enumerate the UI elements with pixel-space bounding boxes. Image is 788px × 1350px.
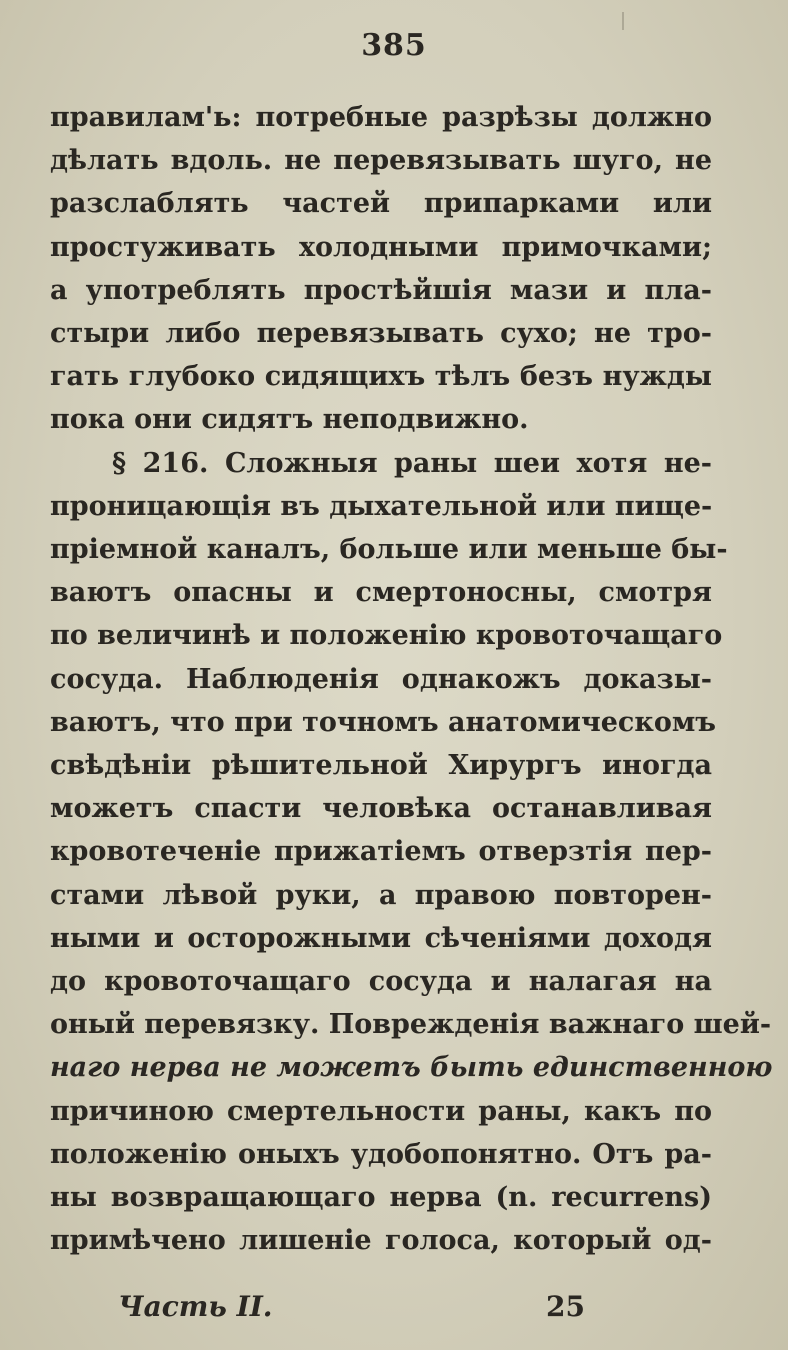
section-start-line: § 216. Сложныя раны шеи хотя не-: [112, 447, 712, 479]
text-line: разслаблять частей припарками или: [50, 188, 712, 220]
text-line: ны возвращающаго нерва (n. recurrens): [50, 1182, 712, 1213]
text-line: сосуда. Наблюденія однакожъ доказы-: [50, 663, 712, 695]
text-line: правилам'ь: потребные разрѣзы должно: [50, 102, 712, 133]
sheet-number: 25: [546, 1290, 585, 1323]
text-line: ными и осторожными сѣченіями доходя: [50, 922, 712, 954]
text-line: можетъ спасти человѣка останавливая: [50, 793, 712, 825]
text-line: гать глубоко сидящихъ тѣлъ безъ нужды: [50, 361, 712, 393]
text-line-italic: наго нерва не можетъ быть единственною: [50, 1052, 773, 1084]
text-line: простуживать холодными примочками;: [50, 231, 712, 263]
text-line: пока они сидятъ неподвижно.: [50, 404, 529, 436]
text-line: стыри либо перевязывать сухо; не тро-: [50, 318, 712, 349]
text-line: примѣчено лишеніе голоса, который од-: [50, 1225, 712, 1257]
text-line: положенію оныхъ удобопонятно. Отъ ра-: [50, 1138, 712, 1170]
page-number: 385: [361, 28, 427, 63]
text-line: оный перевязку. Поврежденія важнаго шей-: [50, 1009, 772, 1041]
text-line: ваютъ, что при точномъ анатомическомъ: [50, 706, 717, 738]
text-line: дѣлать вдоль. не перевязывать шуго, не: [50, 145, 712, 177]
text-line: проницающія въ дыхательной или пище-: [50, 490, 713, 522]
text-line: пріемной каналъ, больше или меньше бы-: [50, 534, 728, 565]
text-line: кровотеченіе прижатіемъ отверзтія пер-: [50, 836, 712, 868]
text-line: стами лѣвой руки, а правою повторен-: [50, 879, 712, 911]
text-line: по величинѣ и положенію кровоточащаго: [50, 620, 723, 652]
text-line: ваютъ опасны и смертоносны, смотря: [50, 577, 712, 609]
signature-mark: Часть II.: [118, 1290, 273, 1323]
text-line: свѣдѣніи рѣшительной Хирургъ иногда: [50, 750, 712, 781]
text-line: а употреблять простѣйшія мази и пла-: [50, 274, 712, 306]
text-line: до кровоточащаго сосуда и налагая на: [50, 966, 712, 997]
text-line: причиною смертельности раны, какъ по: [50, 1095, 712, 1127]
